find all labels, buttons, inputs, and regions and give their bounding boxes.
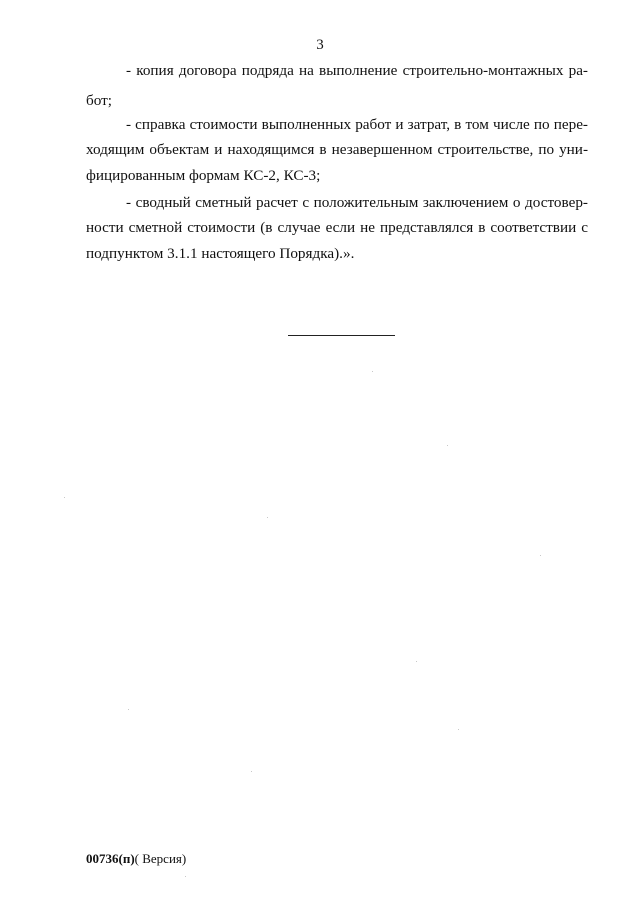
scan-speck <box>540 555 541 556</box>
scan-speck <box>128 709 129 710</box>
page-number: 3 <box>316 37 324 53</box>
footer-code-bold: 00736(п) <box>86 851 135 866</box>
scan-speck <box>447 445 448 446</box>
scan-speck <box>251 771 252 772</box>
list-item-line: - сводный сметный расчет с положительным заключением о достовер- <box>126 194 588 211</box>
list-item-line: фицированным формам КС-2, КС-3; <box>86 167 321 184</box>
separator-line <box>288 335 395 336</box>
scan-speck <box>185 876 186 877</box>
list-item-line: бот; <box>86 92 112 109</box>
scan-speck <box>64 497 65 498</box>
footer-document-code <box>86 851 186 867</box>
list-item-line: ности сметной стоимости (в случае если не представлялся в соответствии с <box>86 219 588 236</box>
scan-speck <box>267 517 268 518</box>
footer-code-version: ( Версия) <box>134 851 187 866</box>
scan-speck <box>416 661 417 662</box>
scan-speck <box>372 371 373 372</box>
scan-speck <box>458 729 459 730</box>
list-item-line: ходящим объектам и находящимся в незавершенном строительстве, по уни- <box>86 141 588 158</box>
list-item-line: - копия договора подряда на выполнение строительно-монтажных ра- <box>126 62 588 79</box>
list-item-line: подпунктом 3.1.1 настоящего Порядка).». <box>86 245 355 262</box>
list-item-line: - справка стоимости выполненных работ и затрат, в том числе по пере- <box>126 116 588 133</box>
